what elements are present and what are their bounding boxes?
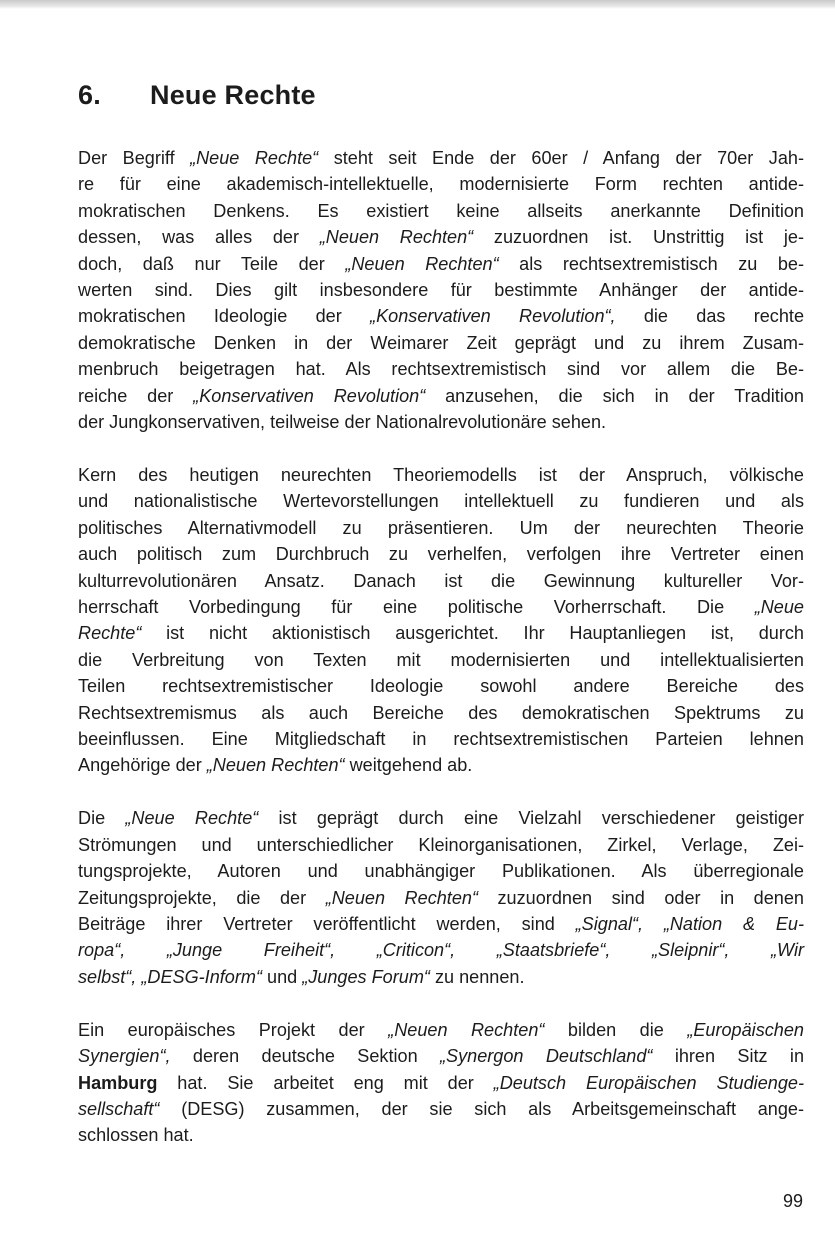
text-line	[78, 1017, 804, 1043]
text-run: ist nicht aktionistisch ausgerichtet. Ihr Hauptanliegen ist, durch	[141, 623, 804, 644]
text-line	[78, 224, 804, 250]
italic-text: „Signal“, „Nation & Eu-	[575, 913, 804, 934]
text-run: mokratischen Denkens. Es existiert keine allseits anerkannte Definition	[78, 200, 804, 221]
text-line	[78, 700, 804, 726]
text-run: politisches Alternativmodell zu präsentieren. Um der neurechten Theorie	[78, 517, 804, 538]
section-heading	[78, 80, 316, 111]
italic-text: „Neue Rechte“	[190, 148, 319, 168]
text-run: schlossen hat.	[78, 1125, 194, 1146]
text-run: Die	[78, 808, 126, 829]
text-run: doch, daß nur Teile der	[78, 253, 346, 274]
italic-text: selbst“, „DESG-Inform“	[78, 966, 262, 987]
italic-text: „Konservativen Revolution“,	[370, 306, 616, 327]
text-run: zuzuordnen ist. Unstrittig ist je-	[473, 227, 804, 248]
text-line	[78, 937, 804, 963]
text-run: (DESG) zusammen, der sie sich als Arbeitsgemeinschaft ange-	[159, 1098, 804, 1119]
text-run: zu nennen.	[429, 966, 525, 987]
text-line	[78, 1122, 804, 1148]
text-run: Kern des heutigen neurechten Theoriemodells ist der Anspruch, völkische	[78, 464, 804, 485]
text-line	[78, 515, 804, 541]
text-run: zuzuordnen sind oder in denen	[477, 887, 804, 908]
italic-text: „Konservativen Revolution“	[193, 385, 426, 406]
text-line	[78, 568, 804, 594]
text-run: Beiträge ihrer Vertreter veröffentlicht werden, sind	[78, 913, 576, 934]
page-number: 99	[782, 1191, 803, 1211]
text-run: demokratische Denken in der Weimarer Zeit geprägt und zu ihrem Zusam-	[78, 332, 804, 353]
text-line	[78, 911, 804, 937]
text-run: ihren Sitz in	[652, 1046, 805, 1067]
italic-text: „Synergon Deutschland“	[440, 1046, 653, 1067]
italic-text: „Neuen Rechten“	[206, 755, 345, 776]
text-run: die Verbreitung von Texten mit modernisierten und intellektualisierten	[78, 649, 804, 670]
text-line	[78, 673, 804, 699]
text-line	[78, 541, 804, 567]
text-run: reiche der	[78, 385, 194, 406]
text-line	[78, 594, 804, 620]
text-run: tungsprojekte, Autoren und unabhängiger Publikationen. Als überregionale	[78, 861, 804, 882]
text-line	[78, 964, 804, 990]
bold-text: Hamburg	[78, 1072, 158, 1093]
text-line	[78, 752, 804, 778]
text-run: die das rechte	[615, 306, 805, 327]
text-line	[78, 620, 804, 646]
italic-text: „Neuen Rechten“	[325, 887, 478, 908]
paragraph	[78, 1017, 804, 1149]
italic-text: „Neue	[754, 597, 804, 617]
text-line	[78, 356, 804, 382]
italic-text: Rechte“	[78, 623, 142, 644]
text-run: weitgehend ab.	[344, 755, 473, 776]
text-run: kulturrevolutionären Ansatz. Danach ist die Gewinnung kultureller Vor-	[78, 570, 804, 591]
paragraph	[78, 462, 804, 779]
text-run: menbruch beigetragen hat. Als rechtsextremistisch sind vor allem die Be-	[78, 359, 804, 380]
text-run: auch politisch zum Durchbruch zu verhelfen, verfolgen ihre Vertreter einen	[78, 544, 804, 565]
italic-text: „Deutsch Europäischen Studienge-	[493, 1072, 804, 1093]
italic-text: Synergien“,	[78, 1046, 171, 1067]
text-line	[78, 277, 804, 303]
text-line	[78, 885, 804, 911]
text-run: Angehörige der	[78, 755, 207, 776]
italic-text: „Neuen Rechten“	[345, 253, 499, 274]
body-text	[78, 145, 804, 1175]
text-line	[78, 383, 804, 409]
text-line	[78, 488, 804, 514]
italic-text: „Neue Rechte“	[125, 808, 259, 829]
text-run: steht seit Ende der 60er / Anfang der 70er Jah-	[318, 148, 804, 168]
text-line	[78, 462, 804, 488]
text-line	[78, 805, 804, 831]
paragraph	[78, 145, 804, 435]
text-run: re für eine akademisch-intellektuelle, modernisierte Form rechten antide-	[78, 174, 804, 195]
text-line	[78, 1096, 804, 1122]
text-line	[78, 198, 804, 224]
text-run: hat. Sie arbeitet eng mit der	[157, 1072, 494, 1093]
text-run: Teilen rechtsextremistischer Ideologie sowohl andere Bereiche des	[78, 676, 804, 697]
text-run: als rechtsextremistisch zu be-	[498, 253, 805, 274]
text-run: der Jungkonservativen, teilweise der Nationalrevolutionäre sehen.	[78, 412, 607, 433]
italic-text: sellschaft“	[78, 1098, 160, 1119]
text-line	[78, 303, 804, 329]
text-line	[78, 330, 804, 356]
text-line	[78, 145, 804, 171]
text-line	[78, 1070, 804, 1096]
text-run: Strömungen und unterschiedlicher Kleinorganisationen, Zirkel, Verlage, Zei-	[78, 834, 804, 855]
text-run: ist geprägt durch eine Vielzahl verschiedener geistiger	[258, 808, 805, 829]
text-line	[78, 647, 804, 673]
text-line	[78, 726, 804, 752]
text-run: Zeitungsprojekte, die der	[78, 887, 326, 908]
text-run: anzusehen, die sich in der Tradition	[425, 385, 804, 406]
text-line	[78, 858, 804, 884]
section-title: Neue Rechte	[150, 80, 316, 110]
text-run: Ein europäisches Projekt der	[78, 1019, 389, 1040]
text-line	[78, 1043, 804, 1069]
italic-text: „Neuen Rechten“	[319, 227, 474, 248]
text-run: und nationalistische Wertevorstellungen intellektuell zu fundieren und als	[78, 491, 804, 512]
text-run: beeinflussen. Eine Mitgliedschaft in rechtsextremistischen Parteien lehnen	[78, 729, 804, 750]
italic-text: ropa“, „Junge Freiheit“, „Criticon“, „Staatsbriefe“, „Sleipnir“, „Wir	[78, 940, 804, 961]
text-run: bilden die	[544, 1019, 688, 1040]
text-line	[78, 251, 804, 277]
text-run: Der Begriff	[78, 148, 191, 168]
text-run: Rechtsextremismus als auch Bereiche des demokratischen Spektrums zu	[78, 702, 804, 723]
paragraph	[78, 805, 804, 990]
italic-text: „Europäischen	[687, 1019, 804, 1040]
italic-text: „Neuen Rechten“	[388, 1019, 545, 1040]
text-run: deren deutsche Sektion	[170, 1046, 441, 1067]
scan-top-edge	[0, 0, 835, 9]
section-number: 6.	[78, 80, 101, 110]
text-line	[78, 832, 804, 858]
text-line	[78, 409, 804, 435]
text-line	[78, 171, 804, 197]
text-run: mokratischen Ideologie der	[78, 306, 371, 327]
text-run: werten sind. Dies gilt insbesondere für bestimmte Anhänger der antide-	[78, 280, 804, 301]
text-run: und	[261, 966, 303, 987]
text-run: herrschaft Vorbedingung für eine politische Vorherrschaft. Die	[78, 597, 755, 617]
italic-text: „Junges Forum“	[302, 966, 430, 987]
text-run: dessen, was alles der	[78, 227, 320, 248]
